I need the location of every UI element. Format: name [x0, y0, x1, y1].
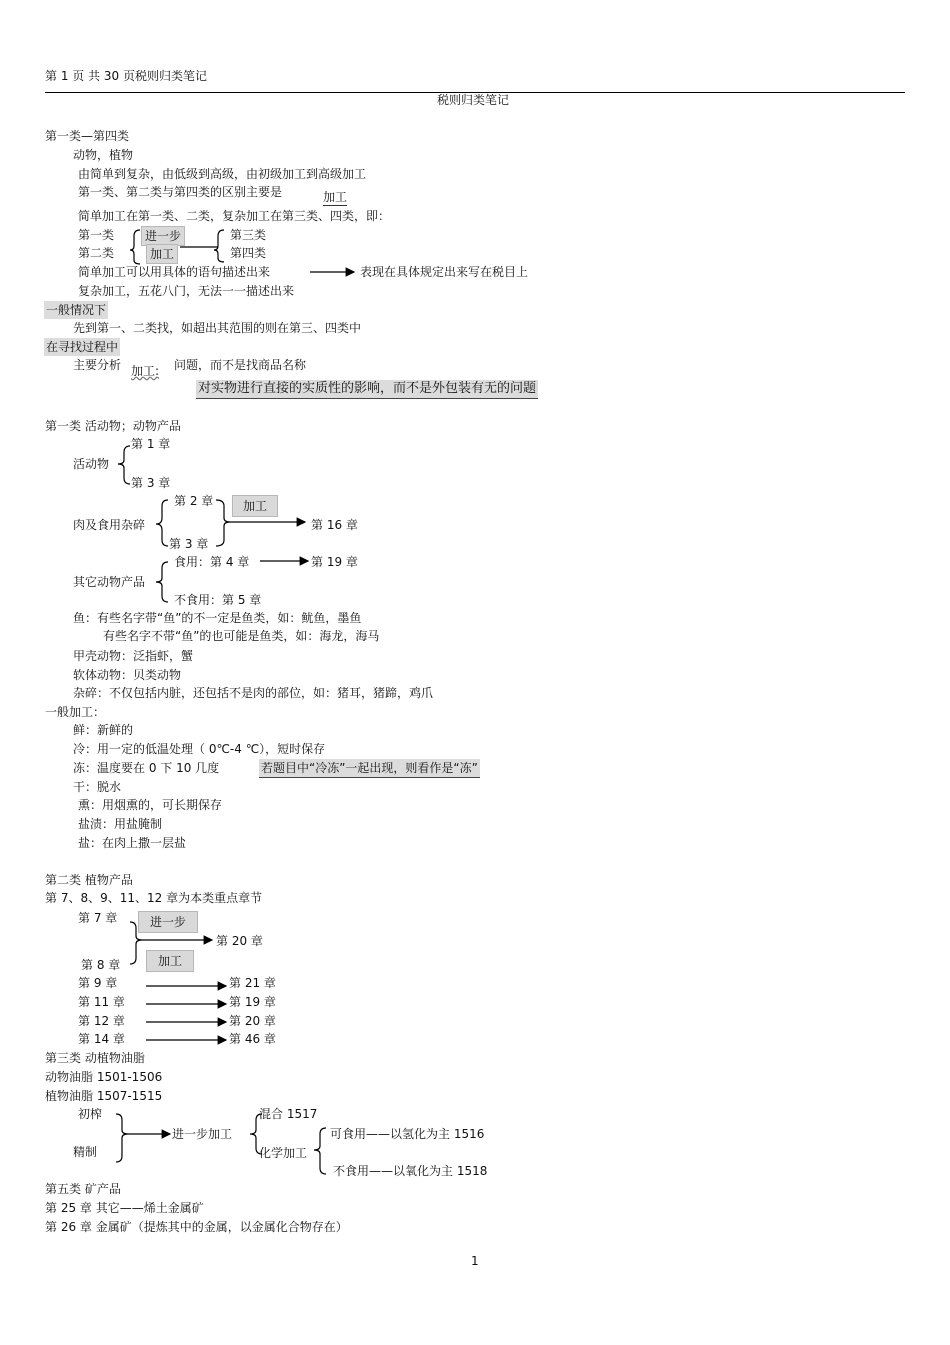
fresh-item: 鲜：新鲜的 [73, 723, 134, 737]
page-title: 税则归类笔记 [437, 93, 510, 107]
page-info: 第 1 页 共 30 页税则归类笔记 [45, 69, 207, 83]
chapter-8: 第 8 章 [81, 958, 121, 972]
page-number: 1 [471, 1254, 479, 1268]
inedible-chapter-5: 不食用：第 5 章 [174, 593, 262, 607]
chapter-20-a: 第 20 章 [216, 934, 263, 948]
plant-fats-range: 植物油脂 1507-1515 [45, 1089, 163, 1103]
intro-line-6: 复杂加工，五花八门，无法一一描述出来 [78, 284, 295, 298]
processing-box-class2: 加工 [146, 950, 194, 972]
meat-left-brace [156, 500, 168, 546]
chapter-row-to: 第 19 章 [229, 995, 276, 1009]
chapter-7: 第 7 章 [78, 911, 118, 925]
analysis-prefix: 主要分析 [73, 358, 122, 372]
intro-line-2: 由简单到复杂，由低级到高级，由初级加工到高级加工 [78, 167, 367, 181]
class2-heading: 第二类 植物产品 [45, 873, 133, 887]
chemical-processing-label: 化学加工 [259, 1146, 308, 1160]
intro-keyword-processing: 加工 [323, 190, 348, 204]
intro-line-4: 简单加工在第一类、二类，复杂加工在第三类、四类，即： [78, 209, 391, 223]
further-step-box-class2: 进一步 [138, 911, 198, 933]
intro-line-1: 动物，植物 [73, 148, 134, 162]
chapter-row-from: 第 12 章 [78, 1014, 125, 1028]
offal-note: 杂碎：不仅包括内脏，还包括不是肉的部位，如：猪耳，猪蹄，鸡爪 [73, 686, 434, 700]
intro-left-brace [130, 230, 140, 264]
chapter-row-from: 第 11 章 [78, 995, 125, 1009]
general-case-text: 先到第一、二类找，如超出其范围的则在第三、四类中 [73, 321, 362, 335]
other-animal-products-label: 其它动物产品 [73, 575, 146, 589]
chapter-row-to: 第 20 章 [229, 1014, 276, 1028]
intro-line-5-result: 表现在具体规定出来写在税目上 [360, 265, 529, 279]
chapter-row-from: 第 9 章 [78, 976, 118, 990]
chilled-item: 冷：用一定的低温处理（ 0℃-4 ℃），短时保存 [73, 742, 326, 756]
edible-chapter-4: 食用：第 4 章 [174, 555, 250, 569]
meat-right-brace [216, 500, 230, 546]
class3-heading: 第三类 动植物油脂 [45, 1051, 145, 1065]
intro-line-5: 简单加工可以用具体的语句描述出来 [78, 265, 271, 279]
further-step-box: 进一步 [141, 226, 185, 246]
meat-offal-label: 肉及食用杂碎 [73, 518, 146, 532]
class2-key-chapters: 第 7、8、9、11、12 章为本类重点章节 [45, 891, 263, 905]
mollusc-note: 软体动物：贝类动物 [73, 668, 182, 682]
smoked-item: 熏：用烟熏的，可长期保存 [78, 798, 223, 812]
chapter-26-note: 第 26 章 金属矿（提炼其中的金属，以金属化合物存在） [45, 1220, 348, 1234]
chapter-2: 第 2 章 [174, 494, 214, 508]
class1-heading: 第一类 活动物；动物产品 [45, 419, 181, 433]
class-3-label: 第三类 [230, 228, 267, 242]
fish-note-2: 有些名字不带“鱼”的也可能是鱼类，如：海龙，海马 [103, 629, 380, 643]
fish-note-1: 鱼：有些名字带“鱼”的不一定是鱼类，如：鱿鱼，墨鱼 [73, 611, 362, 625]
processing-box-class1: 加工 [232, 495, 278, 517]
chapter-3-meat: 第 3 章 [169, 537, 209, 551]
general-case-label: 一般情况下 [46, 303, 107, 317]
crustacean-note: 甲壳动物：泛指虾，蟹 [73, 649, 194, 663]
inedible-1518: 不食用——以氧化为主 1518 [333, 1164, 488, 1178]
edible-1516: 可食用——以氢化为主 1516 [330, 1127, 485, 1141]
chapter-row-to: 第 21 章 [229, 976, 276, 990]
frozen-note: 若题目中“冷冻”一起出现，则看作是“冻” [259, 759, 480, 778]
class-1-label: 第一类 [78, 228, 115, 242]
class-2-label: 第二类 [78, 246, 115, 260]
further-processing-label: 进一步加工 [172, 1127, 233, 1141]
oil-right-brace [116, 1114, 128, 1162]
analysis-rest: 问题，而不是找商品名称 [174, 358, 307, 372]
analysis-note: 对实物进行直接的实质性的影响，而不是外包装有无的问题 [196, 380, 538, 399]
chapter-row-from: 第 14 章 [78, 1032, 125, 1046]
live-animals-label: 活动物 [73, 457, 110, 471]
chapter-16: 第 16 章 [311, 518, 358, 532]
crude-label: 初榨 [78, 1107, 103, 1121]
chapter-1: 第 1 章 [131, 437, 171, 451]
animal-fats-range: 动物油脂 1501-1506 [45, 1070, 163, 1084]
mixed-1517: 混合 1517 [259, 1107, 318, 1121]
search-process-label: 在寻找过程中 [46, 340, 119, 354]
analysis-keyword: 加工: [131, 364, 160, 378]
other-products-brace [156, 562, 168, 602]
brined-item: 盐渍：用盐腌制 [78, 817, 163, 831]
chapter-row-to: 第 46 章 [229, 1032, 276, 1046]
class5-heading: 第五类 矿产品 [45, 1182, 121, 1196]
dried-item: 干：脱水 [73, 780, 122, 794]
frozen-item: 冻：温度要在 0 下 10 几度 [73, 761, 220, 775]
general-processing-heading: 一般加工： [45, 705, 106, 719]
salted-item: 盐：在肉上撒一层盐 [78, 836, 187, 850]
live-animals-brace [118, 446, 130, 484]
refined-label: 精制 [73, 1145, 98, 1159]
chapter-25-note: 第 25 章 其它——烯土金属矿 [45, 1201, 204, 1215]
intro-heading: 第一类—第四类 [45, 129, 130, 143]
intro-line-3: 第一类、第二类与第四类的区别主要是 [78, 185, 283, 199]
processing-box: 加工 [146, 244, 178, 264]
intro-right-brace [214, 230, 224, 262]
chapter-3-live: 第 3 章 [131, 476, 171, 490]
chapter-19: 第 19 章 [311, 555, 358, 569]
chemical-brace [314, 1128, 326, 1174]
class-4-label: 第四类 [230, 246, 267, 260]
